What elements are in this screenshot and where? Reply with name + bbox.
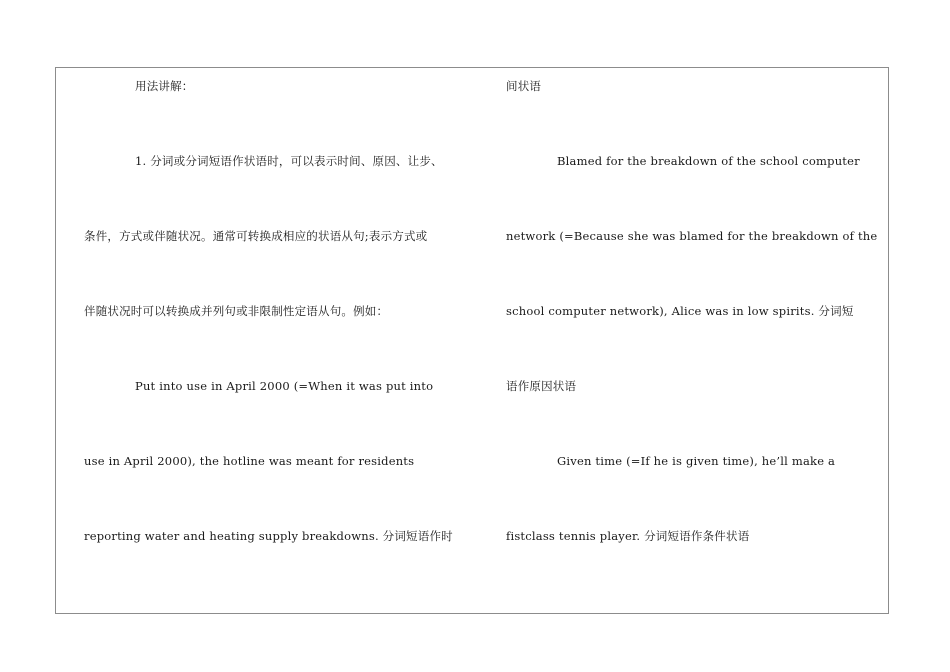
left-line-7: reporting water and heating supply breakdowns. 分词短语作时 <box>84 529 453 543</box>
left-line-1: 用法讲解： <box>135 79 194 93</box>
left-line-2: 1. 分词或分词短语作状语时，可以表示时间、原因、让步、 <box>135 154 443 168</box>
left-line-6: use in April 2000), the hotline was meant for residents <box>84 454 415 468</box>
right-line-2: Blamed for the breakdown of the school computer <box>557 154 860 168</box>
left-line-4: 伴随状况时可以转换成并列句或非限制性定语从句。例如： <box>84 304 389 318</box>
right-line-1: 间状语 <box>506 79 542 93</box>
right-line-7: fistclass tennis player. 分词短语作条件状语 <box>506 529 750 543</box>
right-line-4: school computer network), Alice was in low spirits. 分词短 <box>506 304 854 318</box>
right-line-5: 语作原因状语 <box>506 379 577 393</box>
right-line-3: network (=Because she was blamed for the breakdown of the <box>506 229 878 243</box>
right-line-6: Given time (=If he is given time), he’ll make a <box>557 454 836 468</box>
left-line-3: 条件，方式或伴随状况。通常可转换成相应的状语从句;表示方式或 <box>84 229 428 243</box>
left-line-5: Put into use in April 2000 (=When it was put into <box>135 379 434 393</box>
